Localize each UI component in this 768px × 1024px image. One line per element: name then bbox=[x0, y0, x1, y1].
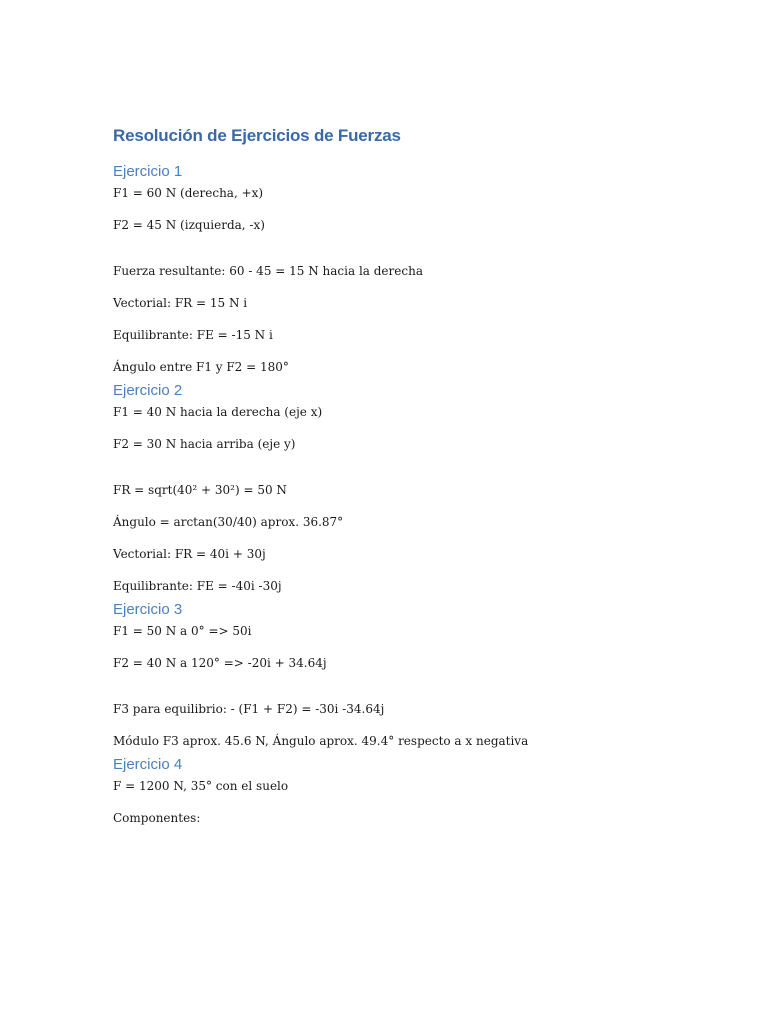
paragraph: F2 = 40 N a 120° => -20i + 34.64j bbox=[113, 656, 327, 670]
paragraph: Módulo F3 aprox. 45.6 N, Ángulo aprox. 49.4° respecto a x negativa bbox=[113, 734, 529, 748]
section-heading: Ejercicio 1 bbox=[113, 163, 183, 180]
document-title: Resolución de Ejercicios de Fuerzas bbox=[113, 126, 401, 145]
paragraph: Ángulo entre F1 y F2 = 180° bbox=[113, 360, 289, 374]
paragraph: Equilibrante: FE = -40i -30j bbox=[113, 579, 282, 593]
section-heading: Ejercicio 3 bbox=[113, 601, 183, 618]
paragraph: FR = sqrt(40² + 30²) = 50 N bbox=[113, 483, 287, 497]
blank-line bbox=[113, 467, 713, 481]
section-ejercicio-2 bbox=[113, 379, 713, 595]
section-heading: Ejercicio 4 bbox=[113, 756, 183, 773]
section-ejercicio-3 bbox=[113, 598, 713, 750]
paragraph: F = 1200 N, 35° con el suelo bbox=[113, 779, 289, 793]
paragraph: Vectorial: FR = 40i + 30j bbox=[113, 547, 266, 561]
paragraph: F1 = 60 N (derecha, +x) bbox=[113, 186, 264, 200]
section-ejercicio-1 bbox=[113, 160, 713, 376]
paragraph: Equilibrante: FE = -15 N i bbox=[113, 328, 273, 342]
paragraph: Ángulo = arctan(30/40) aprox. 36.87° bbox=[113, 515, 344, 529]
section-heading: Ejercicio 2 bbox=[113, 382, 183, 399]
paragraph: Vectorial: FR = 15 N i bbox=[113, 296, 248, 310]
section-ejercicio-4 bbox=[113, 753, 713, 827]
paragraph: Fuerza resultante: 60 - 45 = 15 N hacia la derecha bbox=[113, 264, 423, 278]
paragraph: F1 = 40 N hacia la derecha (eje x) bbox=[113, 405, 323, 419]
paragraph: F2 = 45 N (izquierda, -x) bbox=[113, 218, 265, 232]
blank-line bbox=[113, 686, 713, 700]
blank-line bbox=[113, 248, 713, 262]
paragraph: F3 para equilibrio: - (F1 + F2) = -30i -34.64j bbox=[113, 702, 385, 716]
paragraph: F2 = 30 N hacia arriba (eje y) bbox=[113, 437, 296, 451]
paragraph: Componentes: bbox=[113, 811, 201, 825]
paragraph: F1 = 50 N a 0° => 50i bbox=[113, 624, 252, 638]
document-body bbox=[113, 124, 713, 841]
